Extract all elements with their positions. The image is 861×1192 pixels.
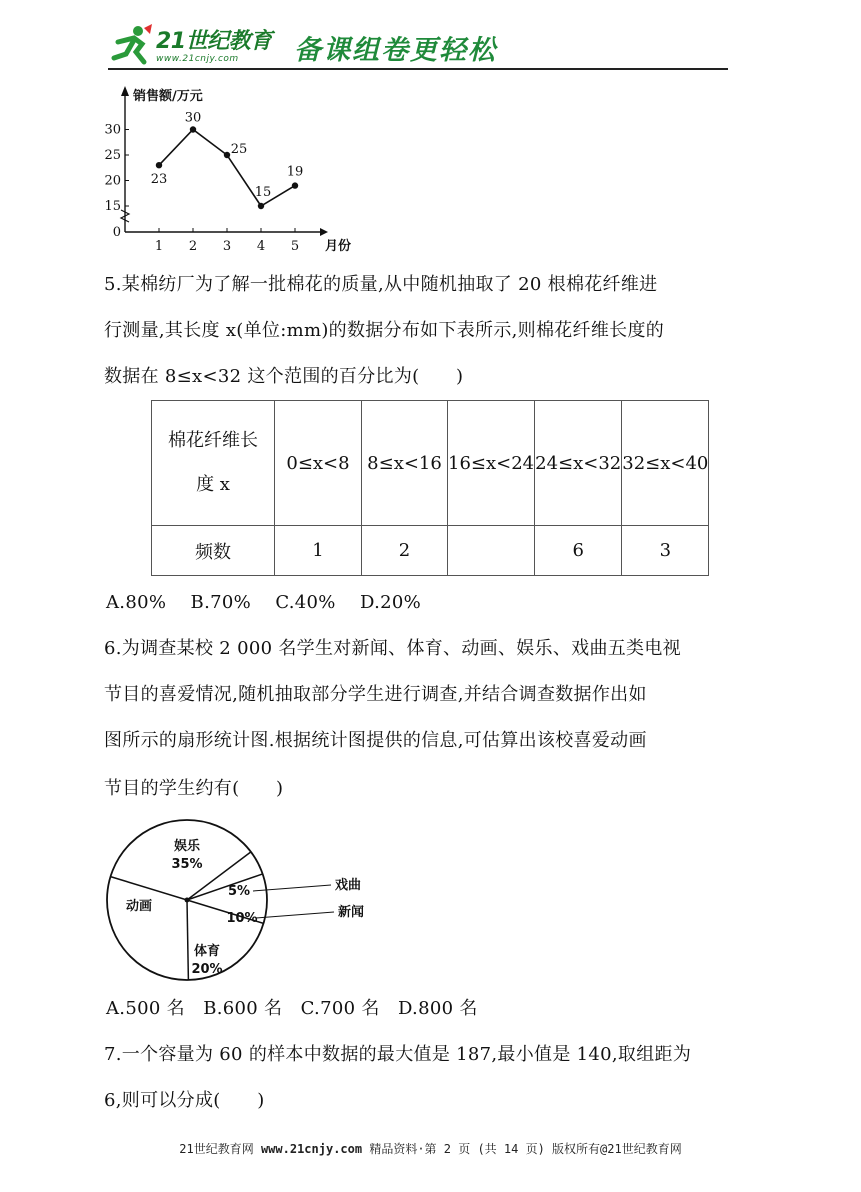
footer-prefix: 21世纪教育网 <box>179 1142 261 1156</box>
axis-break-mark <box>121 210 129 222</box>
q6-text-line-1: 6.为调查某校 2 000 名学生对新闻、体育、动画、娱乐、戏曲五类电视 <box>104 638 681 659</box>
table-count-row <box>152 526 709 576</box>
row-label: 频数 <box>152 526 275 576</box>
slice-label: 动画 <box>125 899 153 914</box>
slice-leader-line <box>256 912 334 918</box>
slice-value: 35% <box>171 857 203 872</box>
y-tick-label: 15 <box>104 199 121 214</box>
q5-text-line-1: 5.某棉纺厂为了解一批棉花的质量,从中随机抽取了 20 根棉花纤维进 <box>104 274 658 295</box>
count-cell: 6 <box>535 526 622 576</box>
table-header-label <box>152 401 275 526</box>
slice-value: 20% <box>191 962 223 977</box>
data-point <box>190 126 196 132</box>
slice-value: 10% <box>226 911 258 926</box>
slice-label: 新闻 <box>338 905 365 920</box>
y-tick-label: 20 <box>104 173 121 189</box>
header-divider <box>108 68 728 70</box>
data-point <box>156 162 162 168</box>
logo-url: www.21cnjy.com <box>156 54 239 64</box>
q5-text-line-3: 数据在 8≤x<32 这个范围的百分比为( ) <box>104 366 464 387</box>
chart-axes <box>104 86 351 254</box>
y-tick-label: 30 <box>104 122 121 138</box>
slice-label: 戏曲 <box>335 878 362 893</box>
data-label: 25 <box>230 142 248 157</box>
y-tick-label: 0 <box>112 225 121 240</box>
page-header <box>108 22 728 72</box>
range-cell: 0≤x<8 <box>275 401 362 526</box>
count-cell <box>448 526 535 576</box>
series-line <box>159 130 295 207</box>
count-cell: 1 <box>275 526 362 576</box>
logo-text: 21世纪教育 <box>156 29 272 54</box>
tv-preference-pie-chart <box>100 818 365 988</box>
frequency-table <box>151 400 709 576</box>
slice-value: 5% <box>227 884 251 899</box>
q6-text-line-2: 节目的喜爱情况,随机抽取部分学生进行调查,并结合调查数据作出如 <box>104 684 647 705</box>
data-label: 15 <box>254 185 272 200</box>
y-tick-label: 25 <box>104 148 121 163</box>
range-cell: 16≤x<24 <box>448 401 535 526</box>
data-point <box>292 182 298 188</box>
header-label-line-2: 度 x <box>196 474 230 495</box>
data-label: 19 <box>286 164 304 180</box>
data-label: 23 <box>150 172 168 188</box>
q7-text-line-1: 7.一个容量为 60 的样本中数据的最大值是 187,最小值是 140,取组距为 <box>104 1044 692 1065</box>
range-cell: 8≤x<16 <box>362 401 448 526</box>
count-cell: 2 <box>362 526 448 576</box>
data-label: 30 <box>184 110 202 126</box>
x-tick-label: 1 <box>154 239 164 254</box>
x-tick-label: 3 <box>222 239 232 254</box>
count-cell: 3 <box>622 526 709 576</box>
runner-logo-icon <box>108 22 154 68</box>
y-axis-arrow <box>121 86 129 96</box>
q7-text-line-2: 6,则可以分成( ) <box>104 1090 265 1111</box>
page-footer <box>0 1140 861 1157</box>
header-slogan: 备课组卷更轻松 <box>294 35 497 66</box>
q6-choices: A.500 名 B.600 名 C.700 名 D.800 名 <box>106 998 478 1019</box>
x-axis-arrow <box>320 228 328 236</box>
q6-text-line-3: 图所示的扇形统计图.根据统计图提供的信息,可估算出该校喜爱动画 <box>104 730 647 751</box>
sales-line-chart <box>100 82 360 258</box>
q5-choices: A.80% B.70% C.40% D.20% <box>106 592 422 613</box>
x-axis-label: 月份 <box>325 239 352 254</box>
data-point <box>258 203 264 209</box>
slice-label: 体育 <box>193 944 221 959</box>
pie-center-dot <box>185 898 190 903</box>
x-tick-label: 2 <box>188 239 198 254</box>
q5-text-line-2: 行测量,其长度 x(单位:mm)的数据分布如下表所示,则棉花纤维长度的 <box>104 320 665 341</box>
range-cell: 24≤x<32 <box>535 401 622 526</box>
range-cell: 32≤x<40 <box>622 401 709 526</box>
x-tick-label: 4 <box>256 239 266 254</box>
q6-text-line-4: 节目的学生约有( ) <box>104 778 284 799</box>
y-axis-label: 销售额/万元 <box>133 89 203 104</box>
slice-label: 娱乐 <box>173 839 201 854</box>
header-label-line-1: 棉花纤维长 <box>168 430 258 451</box>
x-tick-label: 5 <box>290 239 300 254</box>
table-header-row <box>152 401 709 526</box>
footer-suffix: 精品资料·第 2 页 (共 14 页) 版权所有@21世纪教育网 <box>362 1142 682 1156</box>
footer-url[interactable]: www.21cnjy.com <box>260 1142 363 1156</box>
data-point <box>224 152 230 158</box>
